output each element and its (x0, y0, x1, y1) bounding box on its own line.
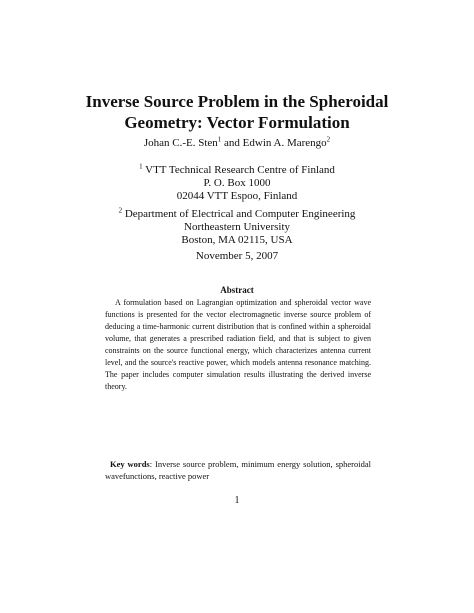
page-number: 1 (234, 495, 240, 506)
affiliation-1-line-2: P. O. Box 1000 (203, 177, 271, 189)
abstract-text: A formulation based on Lagrangian optimization and spheroidal vector wave functions is presented for the vector electromagnetic inverse source problem of deducing a time-harmonic current distribution that is confined within a spheroidal volume, that generates a prescribed radiation field, and that is subject to given constraints on the source functional energy, which characterizes antenna current level, and the source's reactive power, which models antenna resonance matching. The paper includes computer simulation results illustrating the derived inverse theory. (105, 298, 371, 391)
abstract-heading: Abstract (220, 285, 254, 295)
affiliation-2-line-1 (60, 208, 414, 221)
keywords-text: : Inverse source problem, minimum energy solution, spheroidal wavefunctions, reactive power (105, 459, 371, 481)
affiliation-2-line-2: Northeastern University (184, 221, 290, 233)
keywords-label: Key words (110, 459, 150, 469)
affiliation-1-line-1 (60, 164, 414, 177)
authors-line (60, 137, 414, 150)
author-connector: and (221, 137, 243, 149)
author-1-name: Johan C.-E. Sten (143, 137, 218, 149)
title-line-2: Geometry: Vector Formulation (124, 113, 350, 132)
affiliation-1-org: VTT Technical Research Centre of Finland (142, 164, 335, 176)
author-2-mark: 2 (326, 135, 331, 144)
affiliation-1-mark: 1 (139, 162, 143, 171)
author-list (60, 137, 414, 150)
affiliation-1-line-3: 02044 VTT Espoo, Finland (176, 190, 298, 202)
affiliation-2-line-3: Boston, MA 02115, USA (181, 234, 293, 246)
affiliation-2-org: Department of Electrical and Computer Engineering (122, 208, 356, 220)
author-2-name: Edwin A. Marengo (242, 137, 327, 149)
keywords-paragraph (105, 458, 371, 482)
paper-date: November 5, 2007 (195, 250, 279, 262)
paper-title (60, 91, 414, 133)
affiliation-1 (60, 164, 414, 203)
affiliation-2 (60, 208, 414, 247)
author-1-mark: 1 (217, 135, 222, 144)
title-line-1: Inverse Source Problem in the Spheroidal (85, 92, 389, 111)
affiliation-2-mark: 2 (118, 206, 123, 215)
